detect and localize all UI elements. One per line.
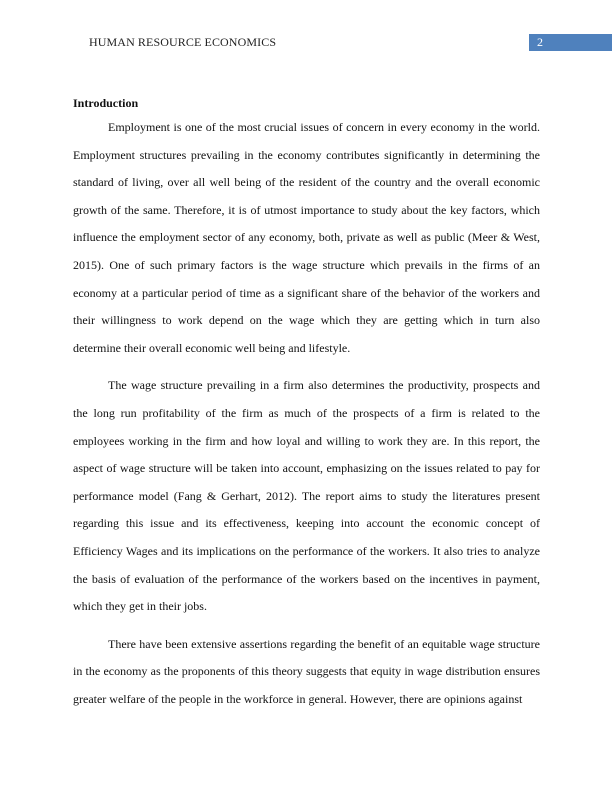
page-number-bar xyxy=(529,34,612,51)
page-number: 2 xyxy=(537,35,543,49)
paragraph-1: Employment is one of the most crucial issues of concern in every economy in the world. Employment structures prevailing in the economy contributes significantly in determining the standard of living, over all well being of the resident of the country and the overall economic growth of the same. Therefore, it is of utmost importance to study about the key factors, which influence the employment sector of any economy, both, private as well as public (Meer & West, 2015). One of such primary factors is the wage structure which prevails in the firms of an economy at a particular period of time as a significant share of the behavior of the workers and their willingness to work depend on the wage which they are getting which in turn also determine their overall economic well being and lifestyle. xyxy=(73,120,540,355)
paragraph-2: The wage structure prevailing in a firm also determines the productivity, prospects and the long run profitability of the firm as much of the prospects of a firm is related to the employees working in the firm and how loyal and willing to work they are. In this report, the aspect of wage structure will be taken into account, emphasizing on the issues related to pay for performance model (Fang & Gerhart, 2012). The report aims to study the literatures present regarding this issue and its effectiveness, keeping into account the economic concept of Efficiency Wages and its implications on the performance of the workers. It also tries to analyze the basis of evaluation of the performance of the workers based on the incentives in payment, which they get in their jobs. xyxy=(73,378,540,614)
running-header-title: HUMAN RESOURCE ECONOMICS xyxy=(89,35,277,49)
section-heading: Introduction xyxy=(73,96,139,110)
document-body xyxy=(73,92,540,713)
paragraph-3: There have been extensive assertions regarding the benefit of an equitable wage structure in the economy as the proponents of this theory suggests that equity in wage distribution ensures greater welfare of the people in the workforce in general. However, there are opinions against xyxy=(73,636,540,706)
